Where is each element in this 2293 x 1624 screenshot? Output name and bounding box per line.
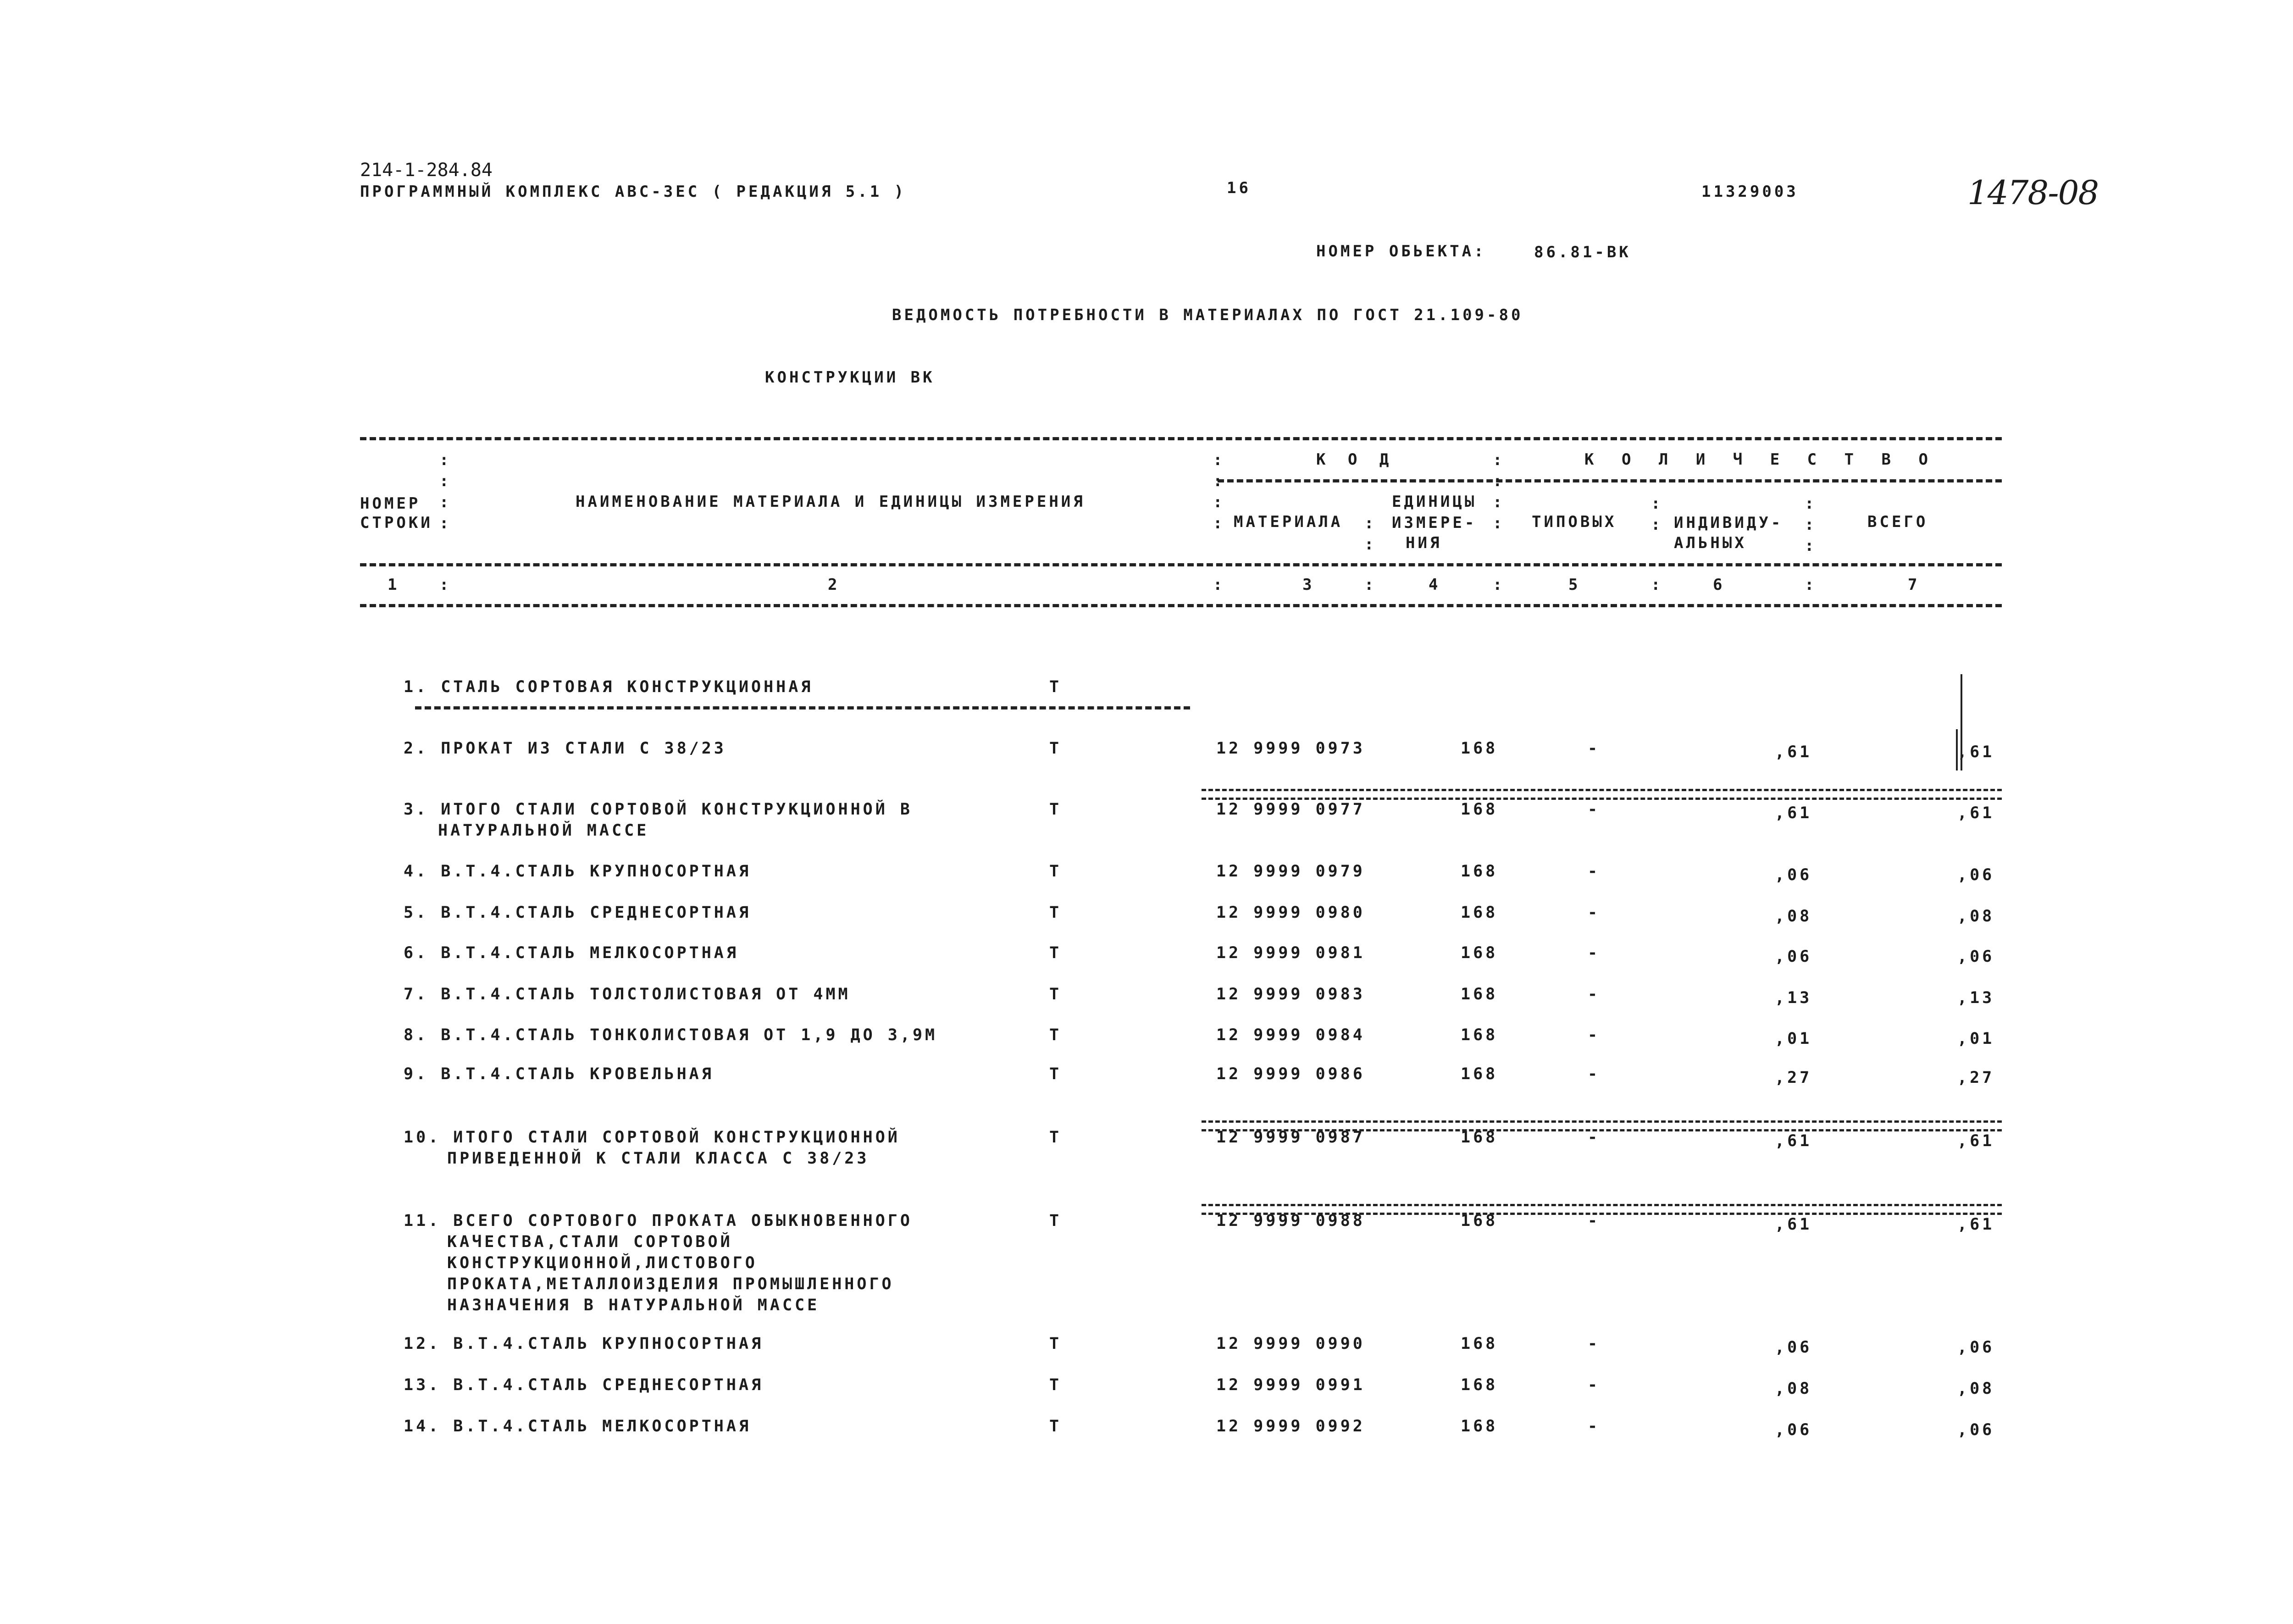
unit-code-cell: 168 bbox=[1461, 1128, 1498, 1147]
unit-code-cell: 168 bbox=[1461, 944, 1498, 962]
header-separator: : : : : bbox=[1493, 451, 1505, 532]
header-separator: : : : bbox=[1805, 494, 1817, 555]
unit-cell: Т bbox=[1049, 1376, 1062, 1394]
material-name-line: 4. В.Т.4.СТАЛЬ КРУПНОСОРТНАЯ bbox=[404, 862, 752, 881]
unit-code-cell: 168 bbox=[1461, 739, 1498, 758]
material-name-line: 9. В.Т.4.СТАЛЬ КРОВЕЛЬНАЯ bbox=[404, 1065, 714, 1083]
typical-qty-cell: - bbox=[1588, 1065, 1601, 1083]
typical-qty-cell: - bbox=[1588, 800, 1601, 819]
material-name-line: 10. ИТОГО СТАЛИ СОРТОВОЙ КОНСТРУКЦИОННОЙ bbox=[404, 1128, 900, 1147]
unit-cell: Т bbox=[1049, 1212, 1062, 1230]
typical-qty-cell: - bbox=[1588, 903, 1601, 922]
header-code-group: К О Д bbox=[1316, 450, 1396, 469]
material-code-cell: 12 9999 0990 bbox=[1216, 1335, 1365, 1353]
page-title: ВЕДОМОСТЬ ПОТРЕБНОСТИ В МАТЕРИАЛАХ ПО ГОСТ 21.109-80 bbox=[892, 306, 1523, 324]
col-number-rule bbox=[360, 604, 2002, 607]
individual-qty-cell: ,06 bbox=[1775, 866, 1812, 884]
individual-qty-cell: ,61 bbox=[1775, 804, 1812, 822]
unit-code-cell: 168 bbox=[1461, 1376, 1498, 1394]
total-qty-cell: ,61 bbox=[1957, 1215, 1995, 1234]
material-code-cell: 12 9999 0980 bbox=[1216, 903, 1365, 922]
unit-code-cell: 168 bbox=[1461, 985, 1498, 1003]
total-qty-cell: ,06 bbox=[1957, 1338, 1995, 1357]
header-row-number-2: СТРОКИ bbox=[360, 514, 433, 532]
column-number: 3 bbox=[1302, 576, 1315, 594]
typical-qty-cell: - bbox=[1588, 862, 1601, 881]
reference-number: 214-1-284.84 bbox=[360, 160, 493, 181]
header-separator: : bbox=[1805, 576, 1817, 594]
header-separator: : : bbox=[1364, 514, 1377, 554]
header-group-rule bbox=[1218, 479, 2002, 482]
typical-qty-cell: - bbox=[1588, 1212, 1601, 1230]
individual-qty-cell: ,06 bbox=[1775, 948, 1812, 966]
unit-cell: Т bbox=[1049, 944, 1062, 962]
unit-code-cell: 168 bbox=[1461, 903, 1498, 922]
total-qty-cell: ,06 bbox=[1957, 948, 1995, 966]
header-qty-typical: ТИПОВЫХ bbox=[1532, 513, 1617, 531]
unit-cell: Т bbox=[1049, 1335, 1062, 1353]
material-name-line: КАЧЕСТВА,СТАЛИ СОРТОВОЙ bbox=[447, 1233, 733, 1251]
section-title: КОНСТРУКЦИИ ВК bbox=[765, 368, 935, 387]
unit-cell: Т bbox=[1049, 1065, 1062, 1083]
total-qty-cell: ,61 bbox=[1957, 1132, 1995, 1150]
unit-code-cell: 168 bbox=[1461, 1212, 1498, 1230]
typical-qty-cell: - bbox=[1588, 944, 1601, 962]
header-unit-code-2: ИЗМЕРЕ- bbox=[1392, 514, 1477, 532]
material-name-line: ПРИВЕДЕННОЙ К СТАЛИ КЛАССА С 38/23 bbox=[447, 1149, 870, 1168]
individual-qty-cell: ,13 bbox=[1775, 989, 1812, 1007]
program-title: ПРОГРАММНЫЙ КОМПЛЕКС АВС-3ЕС ( РЕДАКЦИЯ 5.1 ) bbox=[360, 183, 907, 201]
header-bottom-rule bbox=[360, 563, 2002, 566]
row-rule bbox=[415, 706, 1190, 709]
material-name-line: 1. СТАЛЬ СОРТОВАЯ КОНСТРУКЦИОННАЯ bbox=[404, 678, 814, 696]
material-code-cell: 12 9999 0983 bbox=[1216, 985, 1365, 1003]
individual-qty-cell: ,06 bbox=[1775, 1338, 1812, 1357]
total-qty-cell: ,08 bbox=[1957, 907, 1995, 926]
table-top-rule bbox=[360, 437, 2002, 440]
total-qty-cell: ,01 bbox=[1957, 1030, 1995, 1048]
unit-cell: Т bbox=[1049, 1417, 1062, 1436]
material-code-cell: 12 9999 0991 bbox=[1216, 1376, 1365, 1394]
subtotal-rule bbox=[1202, 1204, 2002, 1215]
header-code-material: МАТЕРИАЛА bbox=[1234, 513, 1343, 531]
individual-qty-cell: ,61 bbox=[1775, 743, 1812, 761]
material-code-cell: 12 9999 0986 bbox=[1216, 1065, 1365, 1083]
object-label: НОМЕР ОБЬЕКТА: bbox=[1316, 242, 1486, 261]
material-name-line: КОНСТРУКЦИОННОЙ,ЛИСТОВОГО bbox=[447, 1254, 758, 1272]
material-code-cell: 12 9999 0992 bbox=[1216, 1417, 1365, 1436]
total-qty-cell: ,27 bbox=[1957, 1069, 1995, 1087]
material-name-line: 5. В.Т.4.СТАЛЬ СРЕДНЕСОРТНАЯ bbox=[404, 903, 752, 922]
material-code-cell: 12 9999 0987 bbox=[1216, 1128, 1365, 1147]
total-qty-cell: ,06 bbox=[1957, 1421, 1995, 1439]
subtotal-rule bbox=[1202, 1120, 2002, 1131]
typical-qty-cell: - bbox=[1588, 739, 1601, 758]
handwritten-number: 1478-08 bbox=[1967, 173, 2099, 212]
header-qty-individual-2: АЛЬНЫХ bbox=[1674, 534, 1747, 552]
header-qty-total: ВСЕГО bbox=[1867, 513, 1928, 531]
unit-code-cell: 168 bbox=[1461, 1026, 1498, 1044]
material-code-cell: 12 9999 0977 bbox=[1216, 800, 1365, 819]
typical-qty-cell: - bbox=[1588, 1417, 1601, 1436]
individual-qty-cell: ,08 bbox=[1775, 907, 1812, 926]
column-number: 4 bbox=[1429, 576, 1441, 594]
unit-cell: Т bbox=[1049, 800, 1062, 819]
unit-cell: Т bbox=[1049, 678, 1062, 696]
header-unit-code-1: ЕДИНИЦЫ bbox=[1392, 493, 1477, 511]
material-code-cell: 12 9999 0984 bbox=[1216, 1026, 1365, 1044]
header-separator: : bbox=[1493, 576, 1505, 594]
header-separator: : : : : bbox=[1213, 451, 1225, 532]
material-code-cell: 12 9999 0988 bbox=[1216, 1212, 1365, 1230]
unit-cell: Т bbox=[1049, 1128, 1062, 1147]
material-name-line: 12. В.Т.4.СТАЛЬ КРУПНОСОРТНАЯ bbox=[404, 1335, 764, 1353]
material-name-line: НАЗНАЧЕНИЯ В НАТУРАЛЬНОЙ МАССЕ bbox=[447, 1296, 820, 1314]
typical-qty-cell: - bbox=[1588, 1335, 1601, 1353]
material-name-line: 7. В.Т.4.СТАЛЬ ТОЛСТОЛИСТОВАЯ ОТ 4ММ bbox=[404, 985, 851, 1003]
total-qty-cell: ,06 bbox=[1957, 866, 1995, 884]
column-number: 6 bbox=[1713, 576, 1725, 594]
unit-code-cell: 168 bbox=[1461, 862, 1498, 881]
material-name-line: 13. В.Т.4.СТАЛЬ СРЕДНЕСОРТНАЯ bbox=[404, 1376, 764, 1394]
total-qty-cell: ,13 bbox=[1957, 989, 1995, 1007]
column-number: 7 bbox=[1908, 576, 1920, 594]
column-number: 2 bbox=[828, 576, 840, 594]
margin-mark bbox=[1956, 729, 1958, 770]
header-separator: : bbox=[1213, 576, 1225, 594]
document-code: 11329003 bbox=[1701, 183, 1799, 201]
material-name-line: 2. ПРОКАТ ИЗ СТАЛИ С 38/23 bbox=[404, 739, 726, 758]
total-qty-cell: ,61 bbox=[1957, 804, 1995, 822]
unit-cell: Т bbox=[1049, 985, 1062, 1003]
individual-qty-cell: ,27 bbox=[1775, 1069, 1812, 1087]
object-value: 86.81-ВК bbox=[1534, 243, 1631, 261]
individual-qty-cell: ,61 bbox=[1775, 1132, 1812, 1150]
header-separator: : bbox=[1364, 576, 1377, 594]
typical-qty-cell: - bbox=[1588, 1026, 1601, 1044]
individual-qty-cell: ,06 bbox=[1775, 1421, 1812, 1439]
individual-qty-cell: ,01 bbox=[1775, 1030, 1812, 1048]
typical-qty-cell: - bbox=[1588, 1376, 1601, 1394]
material-code-cell: 12 9999 0979 bbox=[1216, 862, 1365, 881]
material-name-line: 3. ИТОГО СТАЛИ СОРТОВОЙ КОНСТРУКЦИОННОЙ В bbox=[404, 800, 913, 819]
unit-cell: Т bbox=[1049, 903, 1062, 922]
header-separator: : : : : bbox=[439, 451, 452, 532]
material-name-line: 6. В.Т.4.СТАЛЬ МЕЛКОСОРТНАЯ bbox=[404, 944, 739, 962]
material-name-line: 14. В.Т.4.СТАЛЬ МЕЛКОСОРТНАЯ bbox=[404, 1417, 752, 1436]
material-name-line: ПРОКАТА,МЕТАЛЛОИЗДЕЛИЯ ПРОМЫШЛЕННОГО bbox=[447, 1275, 894, 1293]
unit-cell: Т bbox=[1049, 739, 1062, 758]
individual-qty-cell: ,08 bbox=[1775, 1380, 1812, 1398]
header-separator: : : bbox=[1651, 494, 1663, 534]
header-quantity-group: К О Л И Ч Е С Т В О bbox=[1584, 450, 1937, 469]
header-unit-code-3: НИЯ bbox=[1406, 534, 1442, 552]
subtotal-rule bbox=[1202, 789, 2002, 800]
material-name-line: 8. В.Т.4.СТАЛЬ ТОНКОЛИСТОВАЯ ОТ 1,9 ДО 3,9М bbox=[404, 1026, 938, 1044]
unit-code-cell: 168 bbox=[1461, 800, 1498, 819]
typical-qty-cell: - bbox=[1588, 985, 1601, 1003]
unit-code-cell: 168 bbox=[1461, 1335, 1498, 1353]
material-code-cell: 12 9999 0981 bbox=[1216, 944, 1365, 962]
column-number: 1 bbox=[388, 576, 400, 594]
individual-qty-cell: ,61 bbox=[1775, 1215, 1812, 1234]
total-qty-cell: ,61 bbox=[1957, 743, 1995, 761]
page-number: 16 bbox=[1227, 179, 1251, 197]
header-material-name: НАИМЕНОВАНИЕ МАТЕРИАЛА И ЕДИНИЦЫ ИЗМЕРЕНИЯ bbox=[576, 493, 1086, 511]
total-qty-cell: ,08 bbox=[1957, 1380, 1995, 1398]
unit-cell: Т bbox=[1049, 862, 1062, 881]
unit-code-cell: 168 bbox=[1461, 1417, 1498, 1436]
header-separator: : bbox=[439, 576, 452, 594]
column-number: 5 bbox=[1568, 576, 1581, 594]
unit-code-cell: 168 bbox=[1461, 1065, 1498, 1083]
typical-qty-cell: - bbox=[1588, 1128, 1601, 1147]
unit-cell: Т bbox=[1049, 1026, 1062, 1044]
header-row-number-1: НОМЕР bbox=[360, 494, 421, 513]
header-qty-individual-1: ИНДИВИДУ- bbox=[1674, 514, 1783, 532]
material-code-cell: 12 9999 0973 bbox=[1216, 739, 1365, 758]
header-separator: : bbox=[1651, 576, 1663, 594]
material-name-line: НАТУРАЛЬНОЙ МАССЕ bbox=[438, 821, 649, 840]
material-name-line: 11. ВСЕГО СОРТОВОГО ПРОКАТА ОБЫКНОВЕННОГО bbox=[404, 1212, 913, 1230]
margin-mark bbox=[1961, 674, 1962, 770]
